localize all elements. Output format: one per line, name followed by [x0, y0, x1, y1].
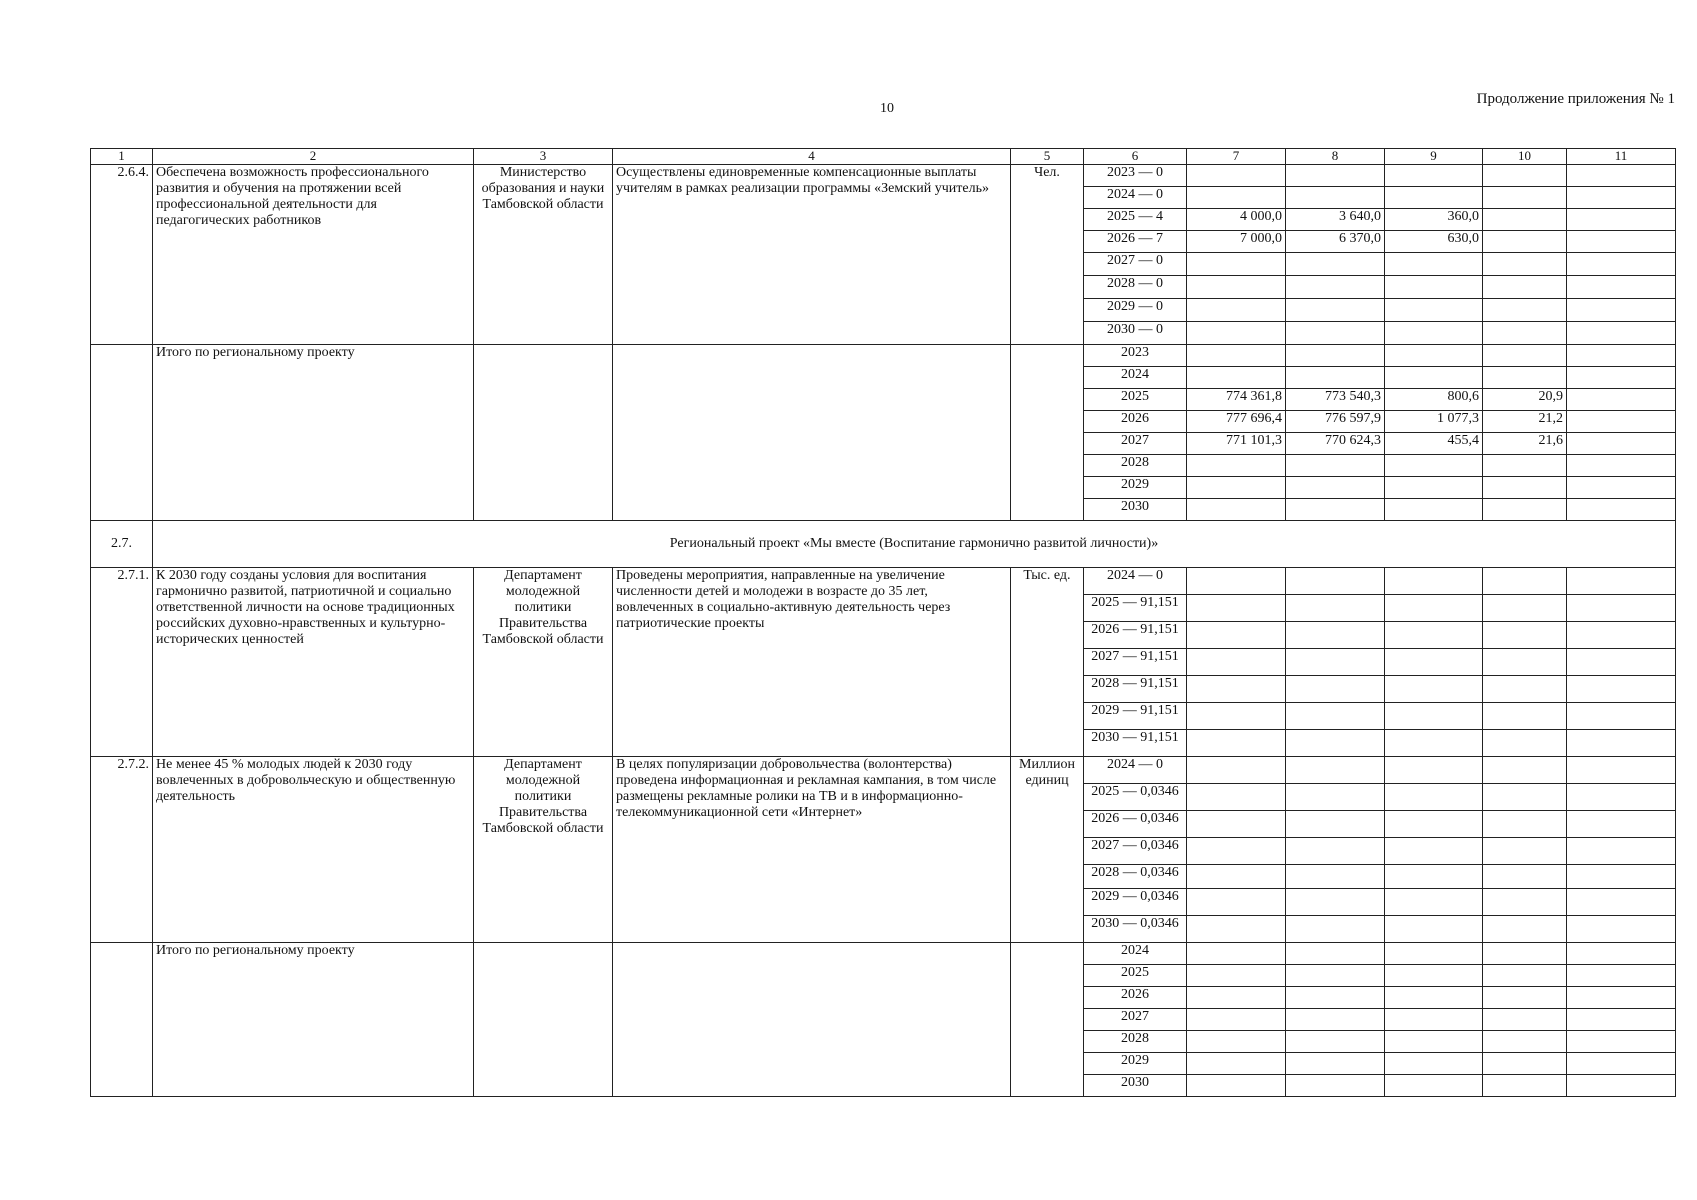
event-text	[613, 345, 1011, 521]
year-value: 2026 — 0,0346	[1084, 811, 1187, 838]
value-cell: 21,2	[1483, 411, 1567, 433]
value-cell	[1567, 622, 1676, 649]
value-cell: 800,6	[1385, 389, 1483, 411]
unit	[1011, 943, 1084, 1097]
value-cell	[1385, 889, 1483, 916]
event-text: Проведены мероприятия, направленные на увеличение численности детей и молодежи в возрасте до 35 лет, вовлеченных в социально-активную деятельность через патриотические проекты	[613, 568, 1011, 757]
value-cell	[1286, 455, 1385, 477]
year-value: 2025 — 4	[1084, 209, 1187, 231]
value-cell: 777 696,4	[1187, 411, 1286, 433]
value-cell: 455,4	[1385, 433, 1483, 455]
value-cell	[1483, 455, 1567, 477]
value-cell	[1567, 367, 1676, 389]
value-cell	[1187, 322, 1286, 345]
value-cell	[1483, 345, 1567, 367]
year-value: 2029 — 0	[1084, 299, 1187, 322]
event-text: Осуществлены единовременные компенсационные выплаты учителям в рамках реализации программы «Земский учитель»	[613, 165, 1011, 345]
row-number	[91, 345, 153, 521]
value-cell	[1483, 622, 1567, 649]
page-number: 10	[880, 101, 894, 116]
value-cell	[1483, 889, 1567, 916]
result-text: Не менее 45 % молодых людей к 2030 году вовлеченных в добровольческую и общественную деятельность	[153, 757, 474, 943]
value-cell	[1483, 1031, 1567, 1053]
table-row	[91, 568, 1676, 595]
year-value: 2027 — 91,151	[1084, 649, 1187, 676]
value-cell	[1483, 649, 1567, 676]
value-cell	[1187, 987, 1286, 1009]
value-cell	[1286, 1009, 1385, 1031]
value-cell	[1187, 477, 1286, 499]
year-value: 2027 — 0	[1084, 253, 1187, 276]
value-cell	[1483, 865, 1567, 889]
value-cell	[1483, 943, 1567, 965]
value-cell	[1567, 1053, 1676, 1075]
value-cell	[1385, 595, 1483, 622]
year-value: 2023 — 0	[1084, 165, 1187, 187]
value-cell	[1187, 595, 1286, 622]
value-cell	[1286, 253, 1385, 276]
value-cell	[1567, 965, 1676, 987]
value-cell	[1187, 943, 1286, 965]
value-cell	[1385, 987, 1483, 1009]
value-cell	[1483, 1053, 1567, 1075]
value-cell	[1187, 455, 1286, 477]
value-cell	[1483, 1075, 1567, 1097]
column-number: 9	[1385, 149, 1483, 165]
value-cell	[1385, 676, 1483, 703]
value-cell	[1483, 703, 1567, 730]
value-cell	[1483, 784, 1567, 811]
value-cell	[1187, 676, 1286, 703]
value-cell	[1286, 568, 1385, 595]
year-value: 2026	[1084, 411, 1187, 433]
value-cell	[1286, 367, 1385, 389]
value-cell	[1385, 865, 1483, 889]
value-cell	[1483, 730, 1567, 757]
value-cell	[1286, 943, 1385, 965]
year-value: 2030 — 0,0346	[1084, 916, 1187, 943]
value-cell	[1385, 838, 1483, 865]
value-cell	[1483, 811, 1567, 838]
value-cell	[1385, 367, 1483, 389]
value-cell	[1385, 943, 1483, 965]
row-number: 2.6.4.	[91, 165, 153, 345]
value-cell	[1187, 838, 1286, 865]
value-cell	[1385, 499, 1483, 521]
value-cell	[1385, 187, 1483, 209]
responsible-org: Департамент молодежной политики Правительства Тамбовской области	[474, 568, 613, 757]
value-cell	[1385, 322, 1483, 345]
value-cell	[1286, 345, 1385, 367]
year-value: 2030	[1084, 1075, 1187, 1097]
value-cell	[1483, 568, 1567, 595]
column-number: 4	[613, 149, 1011, 165]
row-number	[91, 943, 153, 1097]
responsible-org: Министерство образования и науки Тамбовской области	[474, 165, 613, 345]
value-cell	[1385, 916, 1483, 943]
value-cell	[1286, 965, 1385, 987]
value-cell	[1385, 811, 1483, 838]
value-cell	[1187, 345, 1286, 367]
value-cell	[1567, 811, 1676, 838]
value-cell	[1567, 276, 1676, 299]
event-text	[613, 943, 1011, 1097]
value-cell	[1286, 838, 1385, 865]
value-cell: 6 370,0	[1286, 231, 1385, 253]
value-cell	[1567, 649, 1676, 676]
row-number: 2.7.1.	[91, 568, 153, 757]
column-number: 6	[1084, 149, 1187, 165]
value-cell	[1187, 568, 1286, 595]
section-title: Региональный проект «Мы вместе (Воспитание гармонично развитой личности)»	[153, 521, 1676, 568]
value-cell: 770 624,3	[1286, 433, 1385, 455]
value-cell	[1385, 1009, 1483, 1031]
value-cell	[1385, 1031, 1483, 1053]
value-cell	[1385, 477, 1483, 499]
value-cell	[1286, 322, 1385, 345]
year-value: 2024 — 0	[1084, 568, 1187, 595]
value-cell	[1187, 889, 1286, 916]
column-number: 7	[1187, 149, 1286, 165]
value-cell	[1483, 499, 1567, 521]
value-cell	[1286, 784, 1385, 811]
value-cell	[1286, 276, 1385, 299]
value-cell	[1385, 1053, 1483, 1075]
value-cell	[1187, 187, 1286, 209]
value-cell	[1187, 253, 1286, 276]
year-value: 2029	[1084, 477, 1187, 499]
value-cell	[1483, 676, 1567, 703]
value-cell: 771 101,3	[1187, 433, 1286, 455]
year-value: 2027 — 0,0346	[1084, 838, 1187, 865]
value-cell	[1187, 703, 1286, 730]
value-cell: 7 000,0	[1187, 231, 1286, 253]
value-cell	[1187, 1031, 1286, 1053]
value-cell	[1567, 1075, 1676, 1097]
year-value: 2026	[1084, 987, 1187, 1009]
value-cell	[1567, 322, 1676, 345]
value-cell	[1385, 703, 1483, 730]
financing-table	[90, 148, 1676, 1097]
value-cell	[1483, 253, 1567, 276]
value-cell	[1187, 622, 1286, 649]
total-label: Итого по региональному проекту	[153, 943, 474, 1097]
section-row	[91, 521, 1676, 568]
year-value: 2028 — 0	[1084, 276, 1187, 299]
value-cell	[1483, 322, 1567, 345]
value-cell	[1187, 865, 1286, 889]
value-cell	[1187, 299, 1286, 322]
year-value: 2024	[1084, 943, 1187, 965]
value-cell	[1567, 703, 1676, 730]
value-cell	[1567, 1031, 1676, 1053]
value-cell	[1567, 389, 1676, 411]
year-value: 2030	[1084, 499, 1187, 521]
year-value: 2026 — 7	[1084, 231, 1187, 253]
year-value: 2030 — 91,151	[1084, 730, 1187, 757]
value-cell	[1483, 916, 1567, 943]
value-cell	[1567, 838, 1676, 865]
value-cell	[1483, 276, 1567, 299]
value-cell	[1567, 299, 1676, 322]
value-cell	[1483, 595, 1567, 622]
value-cell	[1567, 676, 1676, 703]
year-value: 2024 — 0	[1084, 187, 1187, 209]
value-cell	[1567, 1009, 1676, 1031]
responsible-org: Департамент молодежной политики Правительства Тамбовской области	[474, 757, 613, 943]
value-cell	[1567, 568, 1676, 595]
year-value: 2024 — 0	[1084, 757, 1187, 784]
value-cell	[1286, 676, 1385, 703]
value-cell	[1483, 965, 1567, 987]
value-cell	[1187, 916, 1286, 943]
value-cell	[1286, 703, 1385, 730]
value-cell	[1567, 595, 1676, 622]
row-number: 2.7.2.	[91, 757, 153, 943]
responsible-org	[474, 943, 613, 1097]
value-cell	[1385, 757, 1483, 784]
value-cell	[1286, 865, 1385, 889]
value-cell	[1286, 757, 1385, 784]
table-row	[91, 165, 1676, 187]
value-cell: 773 540,3	[1286, 389, 1385, 411]
year-value: 2029 — 0,0346	[1084, 889, 1187, 916]
value-cell	[1187, 730, 1286, 757]
year-value: 2025 — 91,151	[1084, 595, 1187, 622]
value-cell	[1567, 165, 1676, 187]
value-cell	[1286, 889, 1385, 916]
value-cell	[1286, 1031, 1385, 1053]
value-cell	[1385, 568, 1483, 595]
year-value: 2025 — 0,0346	[1084, 784, 1187, 811]
value-cell	[1187, 499, 1286, 521]
table-row	[91, 345, 1676, 367]
result-text: Обеспечена возможность профессионального развития и обучения на протяжении всей профессиональной деятельности для педагогических работников	[153, 165, 474, 345]
value-cell: 776 597,9	[1286, 411, 1385, 433]
event-text: В целях популяризации добровольчества (волонтерства) проведена информационная и рекламная кампания, в том числе размещены рекламные ролики на ТВ и в информационно-телекоммуникационной сети «Интернет»	[613, 757, 1011, 943]
value-cell	[1483, 987, 1567, 1009]
responsible-org	[474, 345, 613, 521]
value-cell	[1483, 1009, 1567, 1031]
unit: Миллион единиц	[1011, 757, 1084, 943]
column-number: 3	[474, 149, 613, 165]
value-cell: 360,0	[1385, 209, 1483, 231]
value-cell	[1567, 433, 1676, 455]
value-cell	[1483, 165, 1567, 187]
value-cell	[1567, 730, 1676, 757]
value-cell: 630,0	[1385, 231, 1483, 253]
year-value: 2029	[1084, 1053, 1187, 1075]
value-cell	[1187, 649, 1286, 676]
value-cell: 774 361,8	[1187, 389, 1286, 411]
table-row	[91, 757, 1676, 784]
value-cell	[1567, 943, 1676, 965]
value-cell	[1286, 1075, 1385, 1097]
column-number: 10	[1483, 149, 1567, 165]
value-cell	[1385, 276, 1483, 299]
value-cell	[1385, 345, 1483, 367]
value-cell	[1385, 784, 1483, 811]
column-number: 2	[153, 149, 474, 165]
year-value: 2028 — 0,0346	[1084, 865, 1187, 889]
value-cell	[1187, 276, 1286, 299]
value-cell: 4 000,0	[1187, 209, 1286, 231]
value-cell	[1483, 477, 1567, 499]
value-cell	[1483, 231, 1567, 253]
value-cell	[1187, 757, 1286, 784]
value-cell	[1567, 865, 1676, 889]
section-number: 2.7.	[91, 521, 153, 568]
value-cell	[1483, 367, 1567, 389]
value-cell	[1286, 730, 1385, 757]
value-cell	[1187, 784, 1286, 811]
value-cell	[1187, 965, 1286, 987]
value-cell	[1567, 757, 1676, 784]
value-cell	[1286, 649, 1385, 676]
value-cell	[1187, 165, 1286, 187]
year-value: 2027	[1084, 1009, 1187, 1031]
value-cell	[1385, 622, 1483, 649]
value-cell: 1 077,3	[1385, 411, 1483, 433]
value-cell	[1286, 187, 1385, 209]
value-cell	[1483, 209, 1567, 231]
year-value: 2029 — 91,151	[1084, 703, 1187, 730]
value-cell	[1385, 165, 1483, 187]
value-cell	[1187, 1053, 1286, 1075]
value-cell	[1286, 499, 1385, 521]
value-cell	[1385, 253, 1483, 276]
year-value: 2027	[1084, 433, 1187, 455]
appendix-note: Продолжение приложения № 1	[1476, 91, 1675, 107]
value-cell	[1286, 987, 1385, 1009]
value-cell	[1483, 187, 1567, 209]
year-value: 2024	[1084, 367, 1187, 389]
result-text: К 2030 году созданы условия для воспитания гармонично развитой, патриотичной и социально ответственной личности на основе традиционных российских духовно-нравственных и культурно-исторических ценностей	[153, 568, 474, 757]
column-number: 8	[1286, 149, 1385, 165]
value-cell	[1567, 889, 1676, 916]
column-number: 1	[91, 149, 153, 165]
value-cell	[1567, 499, 1676, 521]
value-cell	[1187, 1075, 1286, 1097]
year-value: 2025	[1084, 965, 1187, 987]
total-label: Итого по региональному проекту	[153, 345, 474, 521]
column-number: 11	[1567, 149, 1676, 165]
unit: Тыс. ед.	[1011, 568, 1084, 757]
value-cell	[1567, 477, 1676, 499]
value-cell	[1187, 367, 1286, 389]
value-cell	[1567, 209, 1676, 231]
year-value: 2023	[1084, 345, 1187, 367]
value-cell	[1286, 811, 1385, 838]
value-cell	[1286, 622, 1385, 649]
year-value: 2026 — 91,151	[1084, 622, 1187, 649]
value-cell	[1286, 1053, 1385, 1075]
value-cell	[1286, 916, 1385, 943]
value-cell: 20,9	[1483, 389, 1567, 411]
value-cell	[1567, 253, 1676, 276]
value-cell	[1385, 1075, 1483, 1097]
value-cell	[1385, 730, 1483, 757]
year-value: 2028 — 91,151	[1084, 676, 1187, 703]
value-cell	[1567, 231, 1676, 253]
value-cell	[1385, 455, 1483, 477]
year-value: 2030 — 0	[1084, 322, 1187, 345]
unit: Чел.	[1011, 165, 1084, 345]
value-cell	[1567, 987, 1676, 1009]
value-cell	[1567, 411, 1676, 433]
value-cell	[1567, 455, 1676, 477]
unit	[1011, 345, 1084, 521]
value-cell	[1567, 187, 1676, 209]
value-cell	[1567, 345, 1676, 367]
value-cell	[1483, 838, 1567, 865]
value-cell: 3 640,0	[1286, 209, 1385, 231]
value-cell	[1286, 299, 1385, 322]
year-value: 2025	[1084, 389, 1187, 411]
value-cell	[1286, 165, 1385, 187]
year-value: 2028	[1084, 455, 1187, 477]
value-cell	[1286, 477, 1385, 499]
value-cell	[1483, 757, 1567, 784]
value-cell	[1286, 595, 1385, 622]
value-cell	[1567, 916, 1676, 943]
value-cell	[1385, 649, 1483, 676]
column-number-row	[91, 149, 1676, 165]
value-cell	[1385, 965, 1483, 987]
year-value: 2028	[1084, 1031, 1187, 1053]
table-row	[91, 943, 1676, 965]
value-cell	[1567, 784, 1676, 811]
value-cell	[1483, 299, 1567, 322]
value-cell	[1187, 811, 1286, 838]
value-cell	[1385, 299, 1483, 322]
value-cell	[1187, 1009, 1286, 1031]
value-cell: 21,6	[1483, 433, 1567, 455]
column-number: 5	[1011, 149, 1084, 165]
